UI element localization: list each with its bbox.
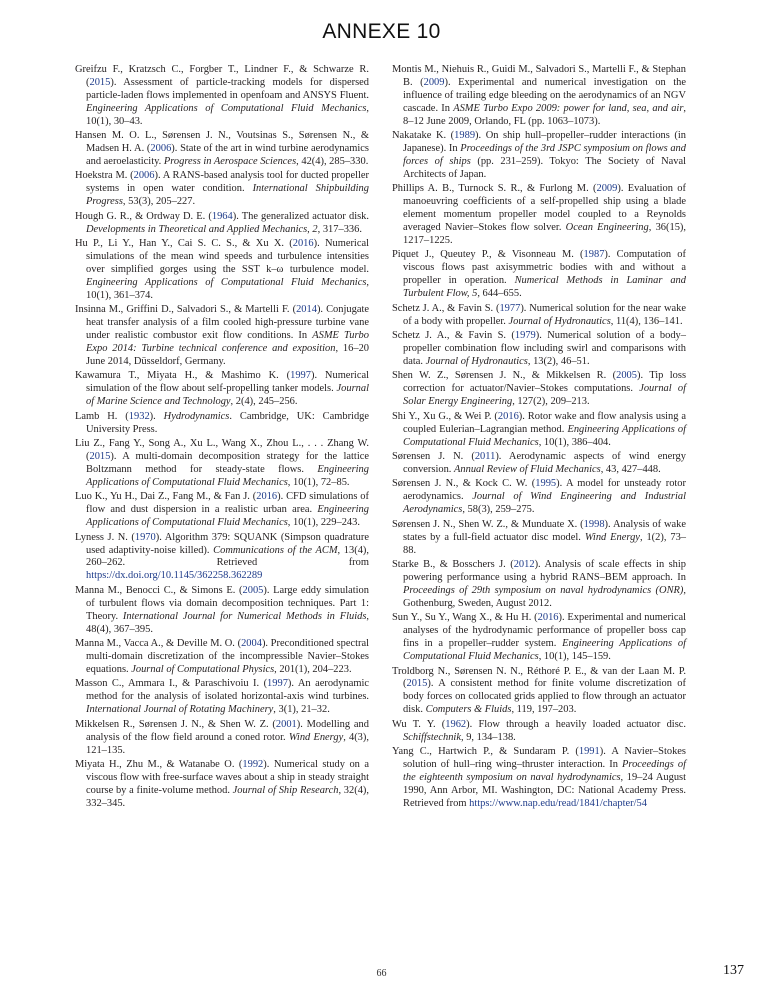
ref-year-link[interactable]: 2015: [89, 451, 111, 463]
ref-year-link[interactable]: 2016: [537, 612, 559, 624]
reference-entry: [392, 370, 686, 409]
ref-year-link[interactable]: 1997: [290, 370, 311, 382]
ref-journal: Journal of Solar Energy Engineering: [403, 383, 686, 408]
ref-authors: Hough G. R., & Ordway D. E. (: [75, 210, 212, 222]
ref-title: ). Tip loss correction for actuator/Navier–Stokes computations.: [403, 370, 687, 395]
references-right-column: [392, 64, 686, 812]
references-left-column: [75, 64, 369, 812]
reference-entry: [392, 478, 686, 517]
ref-authors: Yang C., Hartwich P., & Sundaram P. (: [392, 746, 579, 758]
ref-authors: Hansen M. O. L., Sørensen J. N., Voutsinas S., Sørensen N., & Madsen H. A. (: [75, 130, 369, 155]
ref-authors: Manna M., Benocci C., & Simons E. (: [75, 584, 243, 596]
ref-journal: Communications of the ACM: [213, 544, 338, 556]
ref-title: ). Numerical simulations of the mean wind speeds and turbulence intensities over simplified gorges using the SST k–ω turbulence model.: [86, 238, 369, 275]
ref-title: ). Assessment of particle-tracking models for dispersed particle-laden flows implemented in openfoam and ANSYS Fluent.: [86, 76, 369, 101]
ref-details: , 9, 134–138.: [460, 731, 516, 743]
ref-journal: Journal of Marine Science and Technology: [86, 383, 369, 408]
ref-year-link[interactable]: 1932: [128, 410, 150, 422]
ref-year-link[interactable]: 1992: [242, 759, 264, 771]
ref-journal: Proceedings of the eighteenth symposium on naval hydrodynamics: [403, 759, 687, 783]
reference-entry: [392, 130, 686, 182]
reference-entry: [75, 438, 369, 490]
ref-title: ). A multi-domain decomposition strategy for the lattice Boltzmann method for steady-state flows.: [86, 451, 369, 475]
ref-authors: Nakatake K. (: [392, 130, 455, 142]
ref-title: ). An aerodynamic method for the analysis of isolated horizontal-axis wind turbines.: [86, 678, 369, 703]
ref-authors: Sørensen J. N., & Kock C. W. (: [392, 478, 536, 490]
ref-details: (pp. 231–259). Tokyo: The Society of Naval Architects of Japan.: [403, 155, 686, 180]
ref-title: ). Numerical solution for the near wake of a body with propeller.: [403, 302, 686, 327]
ref-title: ). CFD simulations of flow and dust dispersion in a realistic urban area.: [86, 491, 369, 516]
ref-journal: Journal of Wind Engineering and Industrial Aerodynamics: [403, 491, 686, 516]
ref-year-link[interactable]: 1995: [535, 478, 557, 490]
ref-details: , 19–24 August 1990, Ann Arbor, MI. Washington, DC: National Academy Press. Retrieved from: [403, 771, 686, 809]
ref-journal: International Journal of Rotating Machinery: [86, 704, 274, 716]
ref-details: , 119, 197–203.: [511, 704, 577, 716]
ref-title: ). A RANS-based analysis tool for ducted propeller systems in open water condition.: [86, 170, 369, 195]
ref-journal: Journal of Ship Research: [232, 784, 339, 796]
ref-details: , 13(4), 260–262. Retrieved from: [86, 544, 369, 569]
ref-details: , Gothenburg, Sweden, August 2012.: [403, 584, 686, 609]
ref-authors: Luo K., Yu H., Dai Z., Fang M., & Fan J. (: [75, 491, 257, 503]
ref-authors: Phillips A. B., Turnock S. R., & Furlong M. (: [392, 183, 597, 195]
ref-title: ). Modelling and analysis of the flow field around a coned rotor.: [86, 718, 369, 743]
reference-entry: [75, 585, 369, 637]
ref-journal: Engineering Applications of Computational Fluid Mechanics: [86, 504, 369, 529]
reference-entry: [75, 411, 369, 437]
ref-journal: Proceedings of 29th symposium on naval hydrodynamics (ONR): [403, 584, 684, 596]
ref-journal: Journal of Hydronautics: [508, 315, 611, 327]
ref-title: ).: [149, 410, 164, 422]
ref-journal: ASME Turbo Expo 2014: Turbine technical conference and exposition: [86, 330, 369, 354]
reference-entry: [392, 411, 686, 450]
ref-title: ). Numerical solution of a body–propeller combination flow including swirl and comparisons with data.: [403, 330, 686, 367]
ref-title: ). State of the art in wind turbine aerodynamics and aeroelasticity.: [86, 143, 369, 167]
ref-year-link[interactable]: 2006: [133, 170, 155, 182]
ref-year-link[interactable]: 2005: [242, 584, 264, 596]
reference-entry: [392, 451, 686, 477]
reference-entry: [392, 183, 686, 248]
ref-authors: Mikkelsen R., Sørensen J. N., & Shen W. Z. (: [75, 718, 276, 730]
ref-details: , 10(1), 30–43.: [86, 102, 369, 127]
ref-authors: Troldborg N., Sørensen N. N., Réthoré P. E., & van der Laan M. P. (: [392, 665, 686, 690]
ref-details: , 32(4), 332–345.: [86, 784, 370, 809]
ref-authors: Hoekstra M. (: [75, 170, 134, 182]
ref-title: ). A Navier–Stokes solution of hull–ring wing–thruster interaction. In: [403, 746, 686, 771]
ref-journal: Annual Review of Fluid Mechanics: [454, 463, 601, 475]
reference-entry: [75, 719, 369, 758]
ref-journal: Computers & Fluids: [425, 704, 512, 716]
ref-authors: Liu Z., Fang Y., Song A., Xu L., Wang X., Zhou L., . . . Zhang W. (: [75, 438, 369, 463]
ref-details: , 13(2), 46–51.: [527, 355, 590, 367]
ref-title: ). Large eddy simulation of turbulent flows via domain decomposition techniques. Part 1: Theory.: [86, 584, 369, 622]
reference-entry: [392, 249, 686, 301]
ref-authors: Masson C., Ammara I., & Paraschivoiu I. (: [75, 678, 268, 690]
ref-details: , 1(2), 73–88.: [403, 531, 687, 556]
ref-year-link[interactable]: 2009: [423, 76, 445, 88]
ref-journal: Developments in Theoretical and Applied Mechanics, 2: [86, 223, 318, 235]
ref-authors: Montis M., Niehuis R., Guidi M., Salvadori S., Martelli F., & Stephan B. (: [392, 64, 686, 88]
ref-details: , 16–20 June 2014, Düsseldorf, Germany.: [86, 343, 370, 367]
ref-details: , 43, 427–448.: [600, 463, 661, 475]
ref-title: ). A consistent method for finite volume discretization of body forces on collocated grids applied to flow through an actuator disk.: [403, 678, 686, 716]
ref-authors: Schetz J. A., & Favin S. (: [392, 302, 500, 314]
ref-year-link[interactable]: 2012: [513, 559, 535, 571]
ref-title: ). Conjugate heat transfer analysis of a film cooled high-pressure turbine vane under realistic combustor exit flow conditions. In: [86, 304, 369, 342]
ref-title: ). Numerical study on a viscous flow with free-surface waves about a ship in steady straight course by a finite-volume method.: [86, 759, 369, 796]
reference-entry: [75, 678, 369, 717]
ref-authors: Piquet J., Queutey P., & Visonneau M. (: [392, 249, 584, 261]
ref-year-link[interactable]: 2016: [292, 238, 314, 250]
ref-journal: Engineering Applications of Computational Fluid Mechanics: [86, 102, 367, 114]
ref-title: ). Analysis of scale effects in ship powering performance using a hybrid RANS–BEM approach. In: [403, 559, 687, 583]
ref-year-link[interactable]: 2016: [497, 410, 519, 422]
ref-details: , 644–655.: [477, 288, 522, 300]
ref-authors: Lamb H. (: [75, 410, 129, 422]
ref-details: , 42(4), 285–330.: [296, 155, 369, 167]
ref-year-link[interactable]: 1987: [583, 249, 605, 261]
ref-title: ). Rotor wake and flow analysis using a coupled Eulerian–Lagrangian method.: [403, 410, 686, 435]
ref-authors: Lyness J. N. (: [75, 531, 135, 543]
ref-title: ). The generalized actuator disk.: [232, 210, 369, 222]
ref-details: , 53(3), 205–227.: [122, 196, 196, 208]
ref-url-link[interactable]: https://www.nap.edu/read/1841/chapter/54: [469, 797, 647, 809]
ref-year-link[interactable]: 1964: [211, 210, 233, 222]
ref-authors: Miyata H., Zhu M., & Watanabe O. (: [75, 759, 243, 771]
reference-entry: [75, 170, 369, 209]
ref-year-link[interactable]: 1962: [445, 718, 467, 730]
reference-entry: [75, 130, 369, 169]
ref-title: ). A model for unsteady rotor aerodynamics.: [403, 478, 687, 503]
ref-title: ). On ship hull–propeller–rudder interactions (in Japanese). In: [403, 130, 686, 155]
ref-authors: Sørensen J. N., Shen W. Z., & Munduate X. (: [392, 518, 584, 530]
ref-details: , 10(1), 229–243.: [287, 517, 360, 529]
ref-journal: Engineering Applications of Computational Fluid Mechanics: [403, 423, 686, 448]
ref-journal: Wind Energy: [584, 531, 640, 543]
reference-entry: [75, 532, 369, 584]
ref-title: ). Numerical simulation of the flow about self-propelling tanker models.: [86, 370, 369, 395]
reference-entry: [75, 370, 369, 409]
ref-details: , 10(1), 361–374.: [86, 276, 369, 301]
ref-authors: Insinna M., Griffini D., Salvadori S., & Martelli F. (: [75, 304, 297, 316]
ref-journal: International Journal for Numerical Methods in Fluids: [122, 610, 367, 622]
ref-year-link[interactable]: 1989: [454, 130, 476, 142]
ref-year-link[interactable]: 1970: [134, 531, 156, 543]
ref-details: , 201(1), 204–223.: [274, 663, 352, 675]
ref-year-link[interactable]: 2011: [474, 451, 496, 463]
ref-journal: Engineering Applications of Computational Fluid Mechanics: [403, 638, 686, 662]
reference-entry: [75, 238, 369, 303]
ref-title: ). Preconditioned spectral multi-domain discretization of the incompressible Navier–Stokes equations.: [86, 638, 369, 675]
reference-entry: [392, 330, 686, 369]
reference-entry: [392, 666, 686, 718]
ref-journal: Engineering Applications of Computational Fluid Mechanics: [86, 463, 369, 488]
ref-authors: Hu P., Li Y., Han Y., Cai S. C. S., & Xu X. (: [75, 238, 293, 250]
ref-authors: Shen W. Z., Sørensen J. N., & Mikkelsen R. (: [392, 370, 617, 382]
ref-year-link[interactable]: 2015: [406, 678, 428, 690]
ref-title: ). Experimental and numerical analyses of the hydrodynamic performance of propeller boss cap fins in a propeller–rudder system.: [403, 612, 686, 650]
ref-title: ). Analysis of wake states by a full-field actuator disc model.: [403, 518, 686, 543]
ref-year-link[interactable]: 2015: [89, 76, 111, 88]
ref-url-link[interactable]: https://dx.doi.org/10.1145/362258.362289: [86, 570, 263, 582]
reference-entry: [392, 519, 686, 558]
ref-details: , 2(4), 245–256.: [230, 396, 298, 408]
ref-journal: Numerical Methods in Laminar and Turbulent Flow, 5: [403, 275, 686, 300]
ref-journal: Progress in Aerospace Sciences: [163, 155, 297, 167]
ref-journal: Hydrodynamics: [163, 410, 230, 422]
ref-year-link[interactable]: 2004: [241, 638, 262, 650]
reference-entry: [75, 211, 369, 237]
ref-authors: Greifzu F., Kratzsch C., Forgber T., Lindner F., & Schwarze R. (: [75, 64, 369, 88]
ref-year-link[interactable]: 1998: [583, 518, 605, 530]
ref-journal: Proceedings of the 3rd JSPC symposium on flows and forces of ships: [403, 143, 686, 167]
ref-journal: Wind Energy: [288, 731, 344, 743]
ref-details: , 11(4), 136–141.: [610, 315, 683, 327]
reference-entry: [75, 491, 369, 530]
ref-journal: Ocean Engineering: [565, 222, 649, 234]
ref-year-link[interactable]: 1977: [499, 302, 521, 314]
reference-entry: [75, 64, 369, 129]
ref-journal: Journal of Computational Physics: [131, 663, 275, 675]
ref-title: ). Computation of viscous flows past axisymmetric bodies with and without a propeller in operation.: [403, 249, 686, 287]
ref-journal: ASME Turbo Expo 2009: power for land, sea, and air: [453, 102, 684, 114]
ref-year-link[interactable]: 1979: [514, 330, 536, 342]
ref-title: ). Algorithm 379: SQUANK (Simpson quadrature used adaptivity-noise killed).: [86, 531, 369, 556]
ref-details: , 4(3), 121–135.: [86, 731, 369, 756]
ref-details: , 10(1), 72–85.: [287, 476, 350, 488]
ref-title: ). Aerodynamic aspects of wind energy conversion.: [403, 451, 686, 475]
ref-title: ). Evaluation of manoeuvring coefficients of a self-propelled ship using a blade element momentum propeller model coupled to a Reynolds averaged Navier–Stokes flow solver.: [403, 183, 686, 234]
ref-year-link[interactable]: 1997: [267, 678, 288, 690]
reference-entry: [392, 719, 686, 745]
page-number: 66: [376, 968, 387, 979]
document-page-number: 137: [723, 963, 744, 978]
ref-authors: Wu T. Y. (: [392, 718, 446, 730]
ref-authors: Shi Y., Xu G., & Wei P. (: [392, 410, 498, 422]
ref-authors: Schetz J. A., & Favin S. (: [392, 330, 515, 342]
ref-year-link[interactable]: 2006: [150, 143, 172, 155]
ref-details: , 58(3), 259–275.: [462, 504, 535, 516]
ref-details: , 317–336.: [317, 223, 362, 235]
ref-details: , 127(2), 209–213.: [512, 396, 590, 408]
ref-details: , 8–12 June 2009, Orlando, FL (pp. 1063–1073).: [403, 102, 687, 127]
ref-journal: Journal of Hydronautics: [425, 355, 528, 367]
ref-details: , 10(1), 386–404.: [538, 436, 611, 448]
ref-authors: Manna M., Vacca A., & Deville M. O. (: [75, 638, 242, 650]
ref-year-link[interactable]: 2001: [275, 718, 297, 730]
ref-year-link[interactable]: 2009: [596, 183, 618, 195]
ref-year-link[interactable]: 2005: [616, 370, 637, 382]
reference-entry: [75, 304, 369, 369]
ref-details: , 3(1), 21–32.: [273, 704, 330, 716]
reference-entry: [392, 559, 686, 611]
reference-entry: [392, 303, 686, 329]
annex-title: ANNEXE 10: [322, 20, 441, 43]
ref-details: , 48(4), 367–395.: [86, 610, 369, 635]
ref-details: , 10(1), 145–159.: [538, 651, 611, 662]
ref-details: , 36(15), 1217–1225.: [403, 222, 686, 246]
ref-authors: Sun Y., Su Y., Wang X., & Hu H. (: [392, 612, 538, 624]
ref-title: ). Experimental and numerical investigation on the influence of trailing edge bleeding on the aerodynamics of an NGV cascade. In: [403, 76, 687, 114]
ref-authors: Starke B., & Bosschers J. (: [392, 559, 514, 571]
ref-year-link[interactable]: 2016: [256, 491, 278, 503]
reference-entry: [75, 638, 369, 677]
ref-details: . Cambridge, UK: Cambridge University Press.: [86, 410, 370, 435]
ref-journal: Schiffstechnik: [403, 731, 461, 743]
ref-journal: Engineering Applications of Computational Fluid Mechanics: [86, 276, 367, 288]
ref-authors: Kawamura T., Miyata H., & Mashimo K. (: [75, 370, 291, 382]
ref-year-link[interactable]: 1991: [578, 746, 600, 758]
ref-journal: International Shipbuilding Progress: [86, 183, 369, 208]
reference-entry: [392, 64, 686, 129]
ref-title: ). Flow through a heavily loaded actuator disc.: [466, 718, 686, 730]
reference-entry: [392, 746, 686, 811]
reference-entry: [75, 759, 369, 811]
ref-year-link[interactable]: 2014: [296, 304, 317, 316]
ref-authors: Sørensen J. N. (: [392, 451, 475, 463]
reference-entry: [392, 612, 686, 664]
